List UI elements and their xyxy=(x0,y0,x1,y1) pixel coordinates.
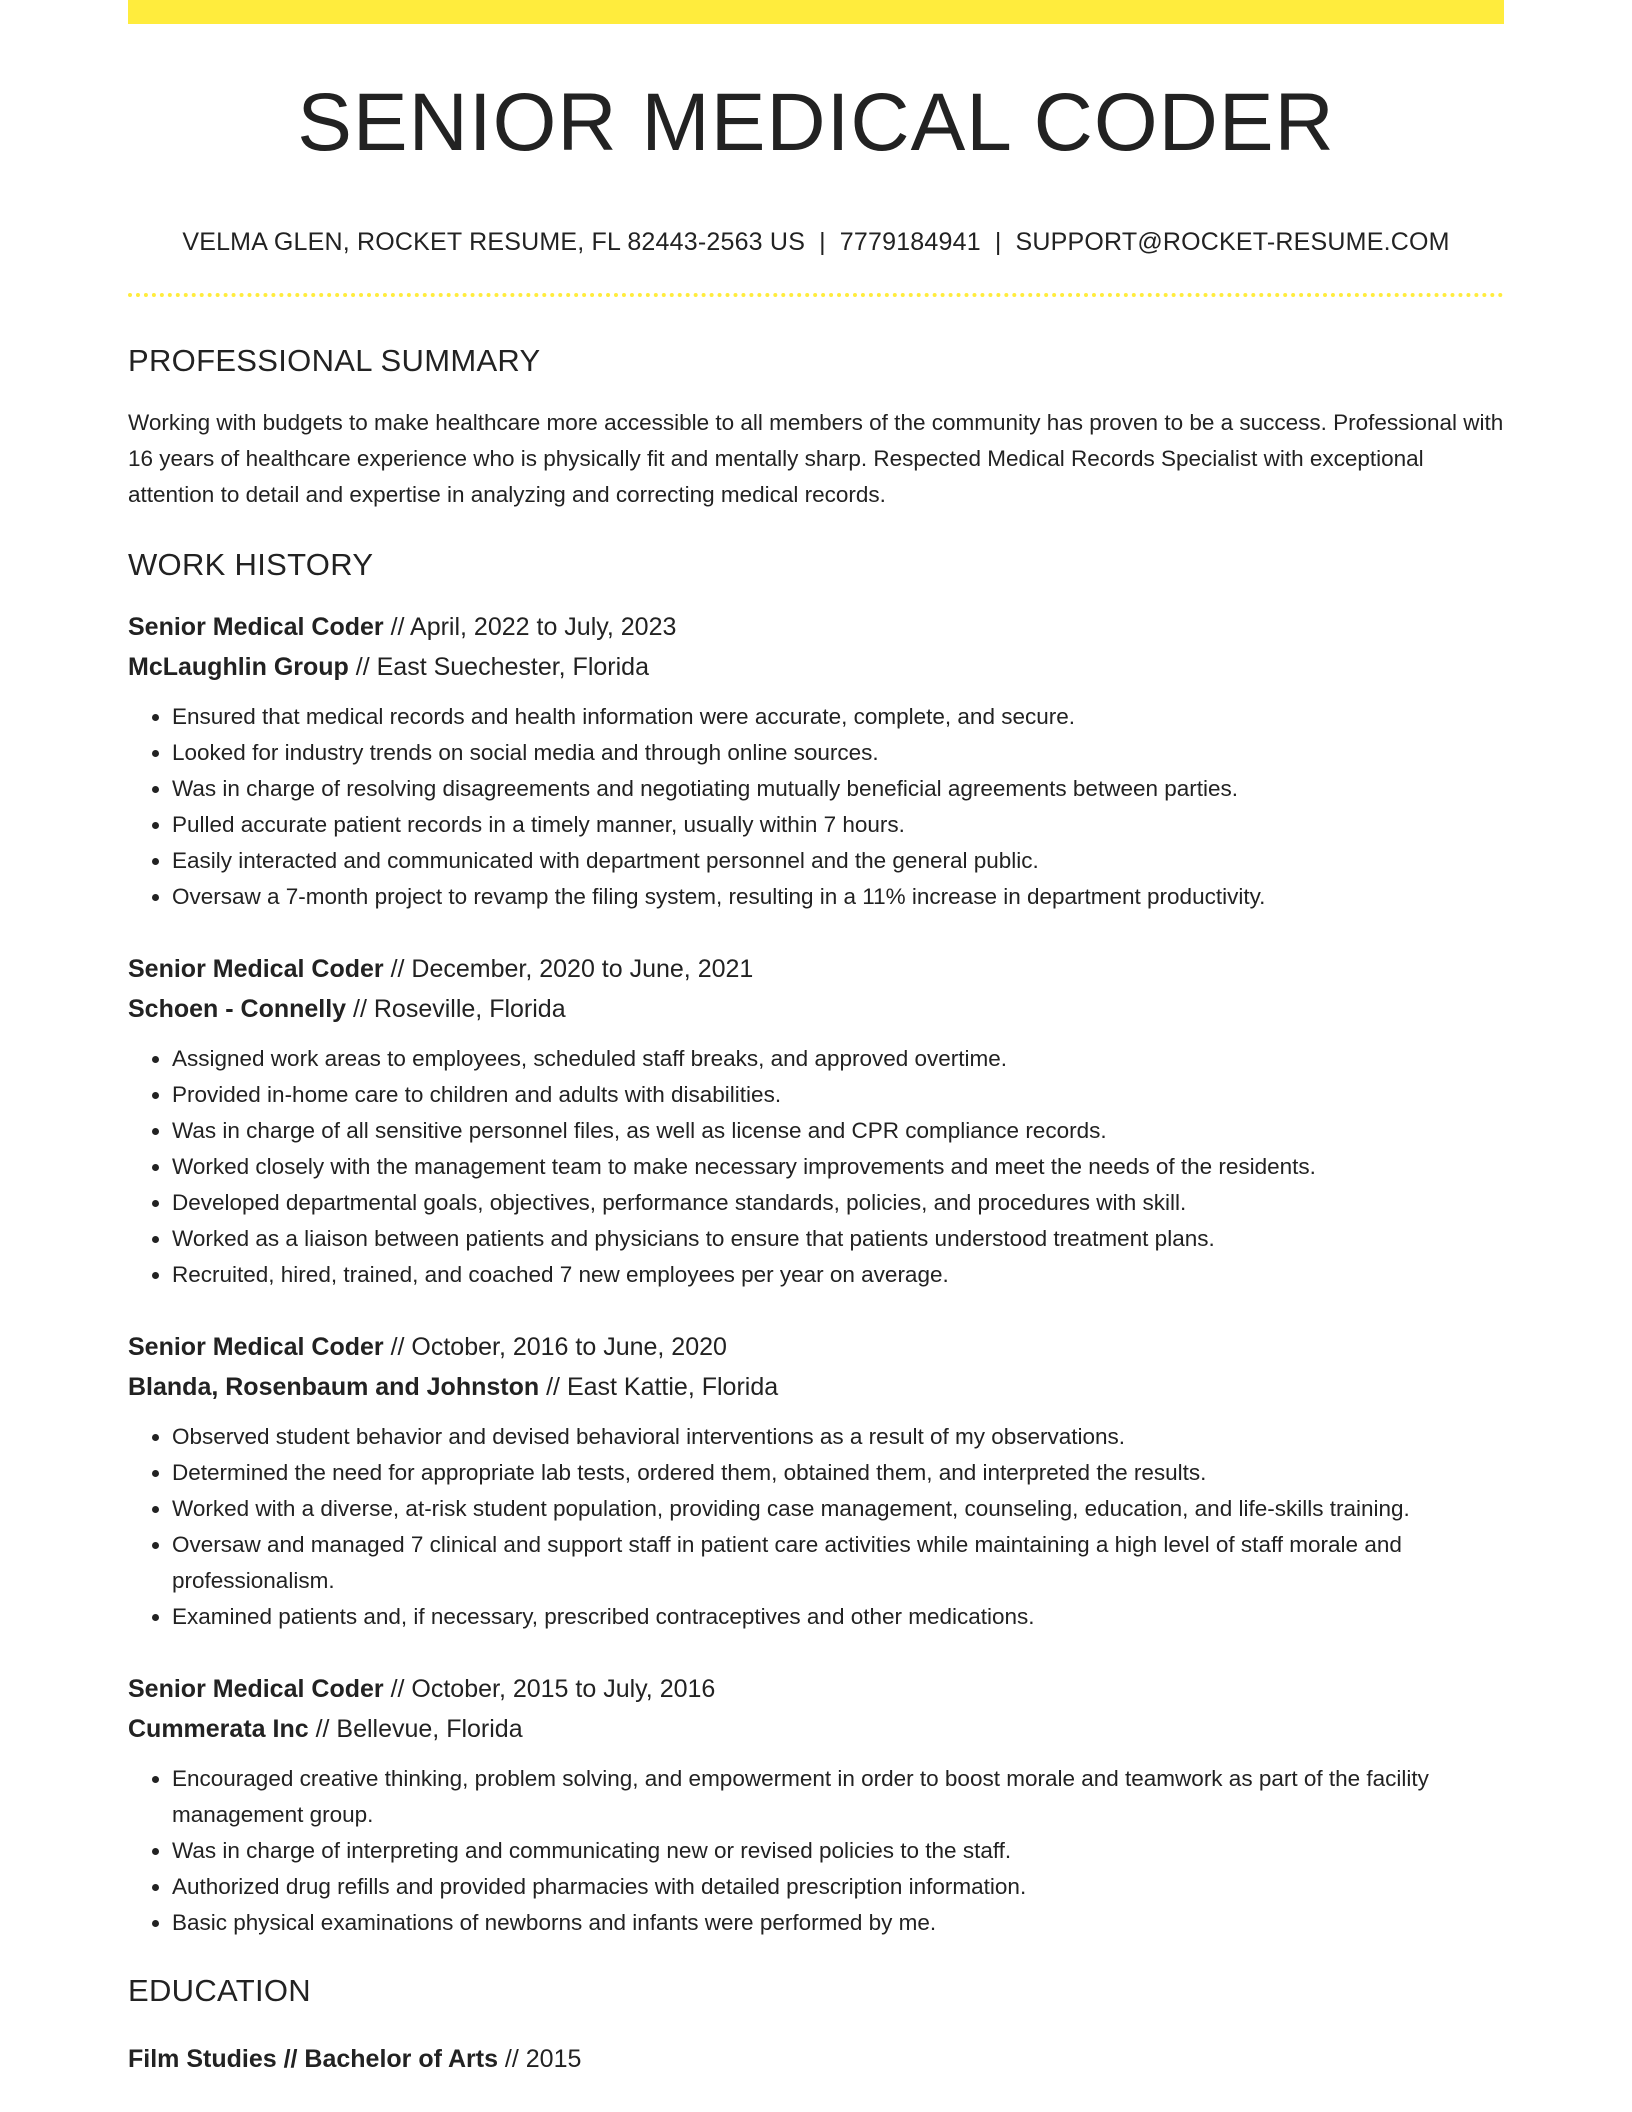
job-company-line xyxy=(128,1367,1504,1407)
job-dates: // October, 2016 to June, 2020 xyxy=(383,1333,727,1361)
list-item: • Pulled accurate patient records in a timely manner, usually within 7 hours. xyxy=(172,807,1504,843)
job-location: // Roseville, Florida xyxy=(346,995,566,1023)
education-year: // 2015 xyxy=(497,2045,582,2073)
list-item: • Recruited, hired, trained, and coached 7 new employees per year on average. xyxy=(172,1257,1504,1293)
list-item: • Was in charge of interpreting and communicating new or revised policies to the staff. xyxy=(172,1833,1504,1869)
job-entry xyxy=(128,1327,1504,1635)
list-item: • Determined the need for appropriate lab tests, ordered them, obtained them, and interpreted the results. xyxy=(172,1455,1504,1491)
list-item: • Observed student behavior and devised behavioral interventions as a result of my observations. xyxy=(172,1419,1504,1455)
dotted-divider xyxy=(128,293,1504,297)
section-heading-summary: PROFESSIONAL SUMMARY xyxy=(128,343,541,378)
job-entry xyxy=(128,949,1504,1293)
contact-phone: 7779184941 xyxy=(839,228,981,256)
list-item: • Worked closely with the management team to make necessary improvements and meet the needs of the residents. xyxy=(172,1149,1504,1185)
job-bullets xyxy=(128,699,1504,915)
list-item: • Worked as a liaison between patients and physicians to ensure that patients understood treatment plans. xyxy=(172,1221,1504,1257)
job-title-line xyxy=(128,949,1504,989)
job-dates: // April, 2022 to July, 2023 xyxy=(383,613,677,641)
list-item: • Worked with a diverse, at-risk student population, providing case management, counseling, education, and life-skills training. xyxy=(172,1491,1504,1527)
contact-address: VELMA GLEN, ROCKET RESUME, FL 82443-2563 US xyxy=(182,228,806,256)
list-item: • Easily interacted and communicated with department personnel and the general public. xyxy=(172,843,1504,879)
job-company: McLaughlin Group xyxy=(128,653,349,681)
job-title: Senior Medical Coder xyxy=(128,955,384,983)
job-title-line xyxy=(128,1669,1504,1709)
job-entry xyxy=(128,1669,1504,1941)
job-location: // Bellevue, Florida xyxy=(308,1715,523,1743)
job-location: // East Suechester, Florida xyxy=(348,653,649,681)
job-bullets xyxy=(128,1761,1504,1941)
list-item: • Basic physical examinations of newborns and infants were performed by me. xyxy=(172,1905,1504,1941)
job-dates: // October, 2015 to July, 2016 xyxy=(383,1675,716,1703)
summary-text: Working with budgets to make healthcare more accessible to all members of the community has proven to be a success. Professional with 16 years of healthcare experience who is physically fit and mentally sharp. Respected Medical Records Specialist with exceptional attention to detail and expertise in analyzing and correcting medical records. xyxy=(128,410,1504,507)
job-entry xyxy=(128,607,1504,915)
job-company-line xyxy=(128,1709,1504,1749)
list-item: • Encouraged creative thinking, problem solving, and empowerment in order to boost morale and teamwork as part of the facility management group. xyxy=(172,1761,1504,1833)
job-company-line xyxy=(128,989,1504,1029)
contact-line xyxy=(128,228,1504,257)
page-title: SENIOR MEDICAL CODER xyxy=(297,77,1335,168)
section-heading-work-history: WORK HISTORY xyxy=(128,547,374,582)
contact-email: SUPPORT@ROCKET-RESUME.COM xyxy=(1015,228,1450,256)
list-item: • Ensured that medical records and health information were accurate, complete, and secure. xyxy=(172,699,1504,735)
job-dates: // December, 2020 to June, 2021 xyxy=(383,955,754,983)
job-title: Senior Medical Coder xyxy=(128,1675,384,1703)
list-item: • Developed departmental goals, objectives, performance standards, policies, and procedures with skill. xyxy=(172,1185,1504,1221)
section-heading-education: EDUCATION xyxy=(128,1973,311,2008)
job-title-line xyxy=(128,607,1504,647)
education-entry xyxy=(128,2039,1504,2079)
list-item: • Provided in-home care to children and adults with disabilities. xyxy=(172,1077,1504,1113)
list-item: • Assigned work areas to employees, scheduled staff breaks, and approved overtime. xyxy=(172,1041,1504,1077)
list-item: • Authorized drug refills and provided pharmacies with detailed prescription information. xyxy=(172,1869,1504,1905)
accent-top-bar xyxy=(128,0,1504,24)
list-item: • Looked for industry trends on social media and through online sources. xyxy=(172,735,1504,771)
job-company: Blanda, Rosenbaum and Johnston xyxy=(128,1373,540,1401)
job-bullets xyxy=(128,1419,1504,1635)
list-item: • Examined patients and, if necessary, prescribed contraceptives and other medications. xyxy=(172,1599,1504,1635)
contact-separator: | xyxy=(819,228,826,256)
job-company-line xyxy=(128,647,1504,687)
job-title-line xyxy=(128,1327,1504,1367)
job-company: Cummerata Inc xyxy=(128,1715,309,1743)
list-item: • Was in charge of all sensitive personnel files, as well as license and CPR compliance records. xyxy=(172,1113,1504,1149)
job-title: Senior Medical Coder xyxy=(128,613,384,641)
job-company: Schoen - Connelly xyxy=(128,995,347,1023)
job-title: Senior Medical Coder xyxy=(128,1333,384,1361)
job-location: // East Kattie, Florida xyxy=(539,1373,779,1401)
list-item: • Oversaw and managed 7 clinical and support staff in patient care activities while maintaining a high level of staff morale and professionalism. xyxy=(172,1527,1504,1599)
list-item: • Oversaw a 7-month project to revamp the filing system, resulting in a 11% increase in department productivity. xyxy=(172,879,1504,915)
job-bullets xyxy=(128,1041,1504,1293)
education-degree: Film Studies // Bachelor of Arts xyxy=(128,2045,498,2073)
resume-page xyxy=(128,0,1504,2079)
list-item: • Was in charge of resolving disagreements and negotiating mutually beneficial agreements between parties. xyxy=(172,771,1504,807)
contact-separator: | xyxy=(994,228,1002,256)
